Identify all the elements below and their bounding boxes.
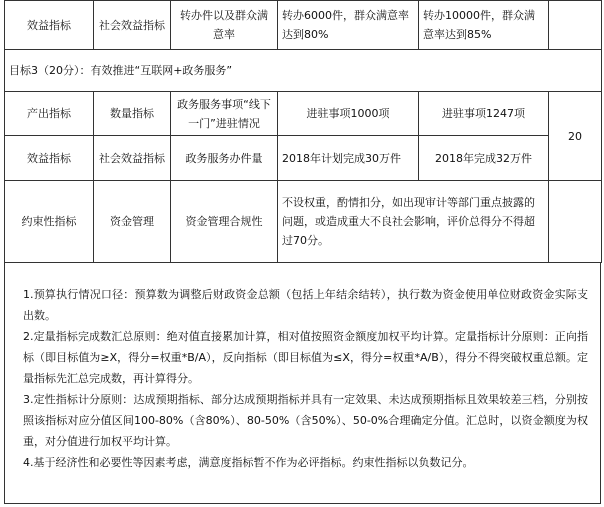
indicator-content-cell: 转办件以及群众满意率: [171, 1, 278, 50]
actual-value-cell: 转办10000件，群众满意率达到85%: [419, 1, 549, 50]
table-row: [5, 181, 602, 263]
target-value-cell: 进驻事项1000项: [278, 92, 419, 136]
indicator-name-cell: 社会效益指标: [94, 1, 171, 50]
target-value-cell: 转办6000件，群众满意率达到80%: [278, 1, 419, 50]
note-item: 2.定量指标完成数汇总原则：绝对值直接累加计算，相对值按照资金额度加权平均计算。定量指标计分原则：正向指标（即目标值为≥X，得分=权重*B/A），反向指标（即目标值为≤X，得分=权重*A/B），得分不得突破权重总额。定量指标先汇总完成数，再计算得分。: [23, 330, 588, 385]
indicator-type-cell: 效益指标: [5, 1, 94, 50]
indicator-content-cell: 资金管理合规性: [171, 181, 278, 263]
table-row: [5, 92, 602, 136]
performance-evaluation-document: [4, 0, 601, 504]
indicator-content-cell: 政务服务事项“线下一门”进驻情况: [171, 92, 278, 136]
note-item: 4.基于经济性和必要性等因素考虑，满意度指标暂不作为必评指标。约束性指标以负数记分。: [23, 456, 474, 469]
actual-value-cell: 2018年完成32万件: [419, 136, 549, 181]
indicator-content-cell: 政务服务办件量: [171, 136, 278, 181]
indicator-type-cell: 约束性指标: [5, 181, 94, 263]
table-row: [5, 1, 602, 50]
table-row-goal: [5, 50, 602, 92]
table-row: [5, 136, 602, 181]
indicator-type-cell: 效益指标: [5, 136, 94, 181]
note-item: 3.定性指标计分原则：达成预期指标、部分达成预期指标并具有一定效果、未达成预期指标且效果较差三档，分别按照该指标对应分值区间100-80%（含80%）、80-50%（含50%）、50-0%合理确定分值。汇总时，以资金额度为权重，对分值进行加权平均计算。: [23, 393, 588, 448]
indicator-table: [4, 0, 602, 263]
indicator-name-cell: 资金管理: [94, 181, 171, 263]
actual-value-cell: 进驻事项1247项: [419, 92, 549, 136]
indicator-name-cell: 数量指标: [94, 92, 171, 136]
indicator-type-cell: 产出指标: [5, 92, 94, 136]
notes-section: [4, 262, 601, 504]
indicator-name-cell: 社会效益指标: [94, 136, 171, 181]
score-cell-empty: [549, 1, 602, 50]
score-cell-empty: [549, 181, 602, 263]
goal-3-heading: 目标3（20分）：有效推进“互联网+政务服务”: [5, 50, 602, 92]
target-value-cell: 2018年计划完成30万件: [278, 136, 419, 181]
constraint-rule-cell: 不设权重，酌情扣分，如出现审计等部门重点披露的问题，或造成重大不良社会影响，评价总得分不得超过70分。: [278, 181, 549, 263]
score-cell: 20: [549, 92, 602, 181]
note-item: 1.预算执行情况口径：预算数为调整后财政资金总额（包括上年结余结转），执行数为资金使用单位财政资金实际支出数。: [23, 288, 588, 322]
